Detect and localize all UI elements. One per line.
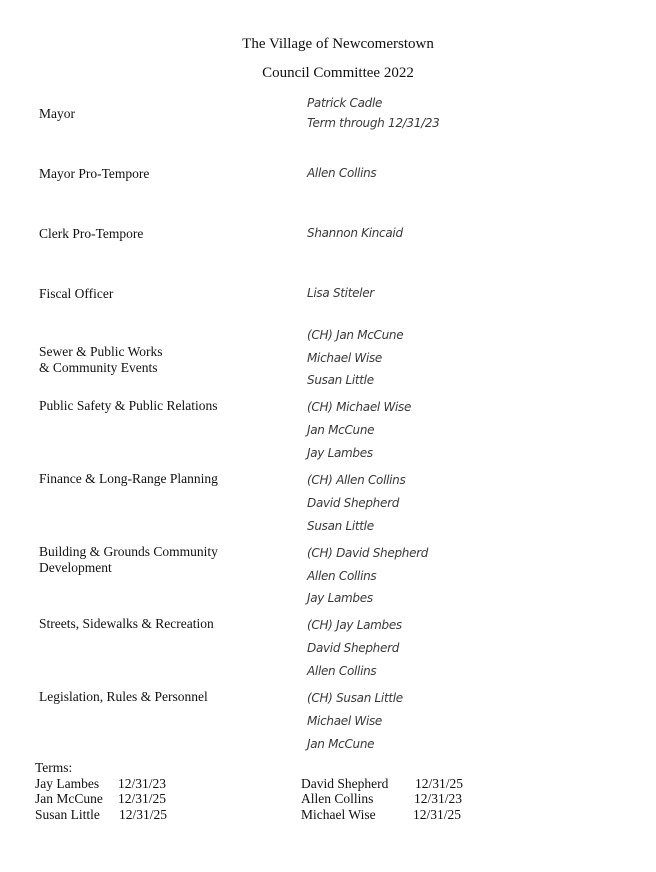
position-value: Allen Collins bbox=[307, 166, 377, 180]
committee-member: Jan McCune bbox=[307, 423, 375, 437]
committee-member: Susan Little bbox=[307, 519, 374, 533]
committee-label: Legislation, Rules & Personnel bbox=[39, 689, 208, 704]
position-value: Shannon Kincaid bbox=[307, 226, 403, 240]
position-label: Mayor bbox=[39, 106, 75, 121]
committee-member: (CH) Susan Little bbox=[307, 691, 403, 705]
position-label: Fiscal Officer bbox=[39, 286, 114, 301]
committee-member: Michael Wise bbox=[307, 714, 383, 728]
document-subtitle: Council Committee 2022 bbox=[262, 65, 414, 81]
committee-label: Streets, Sidewalks & Recreation bbox=[39, 616, 214, 631]
committee-member: (CH) Michael Wise bbox=[307, 400, 412, 414]
document-title: The Village of Newcomerstown bbox=[242, 36, 434, 52]
committee-member: Allen Collins bbox=[307, 664, 377, 678]
position-value: Patrick Cadle bbox=[307, 96, 383, 110]
term-date: 12/31/25 bbox=[413, 807, 462, 822]
term-date: 12/31/25 bbox=[415, 776, 464, 791]
committee-member: Michael Wise bbox=[307, 351, 383, 365]
committee-member: (CH) Jay Lambes bbox=[307, 618, 402, 632]
committee-member: Jay Lambes bbox=[307, 446, 373, 460]
position-label: Clerk Pro-Tempore bbox=[39, 226, 144, 241]
term-date: 12/31/25 bbox=[118, 791, 167, 806]
committee-label: & Community Events bbox=[39, 360, 158, 375]
committee-member: (CH) Allen Collins bbox=[307, 473, 406, 487]
term-name: Allen Collins bbox=[301, 791, 374, 806]
committee-label: Public Safety & Public Relations bbox=[39, 398, 218, 413]
committee-label: Development bbox=[39, 560, 112, 575]
position-label: Mayor Pro-Tempore bbox=[39, 166, 150, 181]
position-value: Lisa Stiteler bbox=[307, 286, 374, 300]
term-date: 12/31/23 bbox=[118, 776, 167, 791]
committee-member: Jay Lambes bbox=[307, 591, 373, 605]
committee-member: David Shepherd bbox=[307, 496, 400, 510]
term-name: Jay Lambes bbox=[35, 776, 100, 791]
term-name: David Shepherd bbox=[301, 776, 389, 791]
terms-heading: Terms: bbox=[35, 760, 73, 775]
committee-member: Jan McCune bbox=[307, 737, 375, 751]
committee-label: Finance & Long-Range Planning bbox=[39, 471, 218, 486]
term-name: Jan McCune bbox=[35, 791, 103, 806]
committee-member: (CH) David Shepherd bbox=[307, 546, 429, 560]
term-date: 12/31/25 bbox=[119, 807, 168, 822]
committee-member: (CH) Jan McCune bbox=[307, 328, 404, 342]
committee-label: Building & Grounds Community bbox=[39, 544, 218, 559]
position-value: Term through 12/31/23 bbox=[307, 116, 440, 130]
committee-member: Susan Little bbox=[307, 373, 374, 387]
committee-label: Sewer & Public Works bbox=[39, 344, 163, 359]
term-name: Susan Little bbox=[35, 807, 100, 822]
term-name: Michael Wise bbox=[301, 807, 376, 822]
committee-member: David Shepherd bbox=[307, 641, 400, 655]
term-date: 12/31/23 bbox=[414, 791, 463, 806]
committee-member: Allen Collins bbox=[307, 569, 377, 583]
